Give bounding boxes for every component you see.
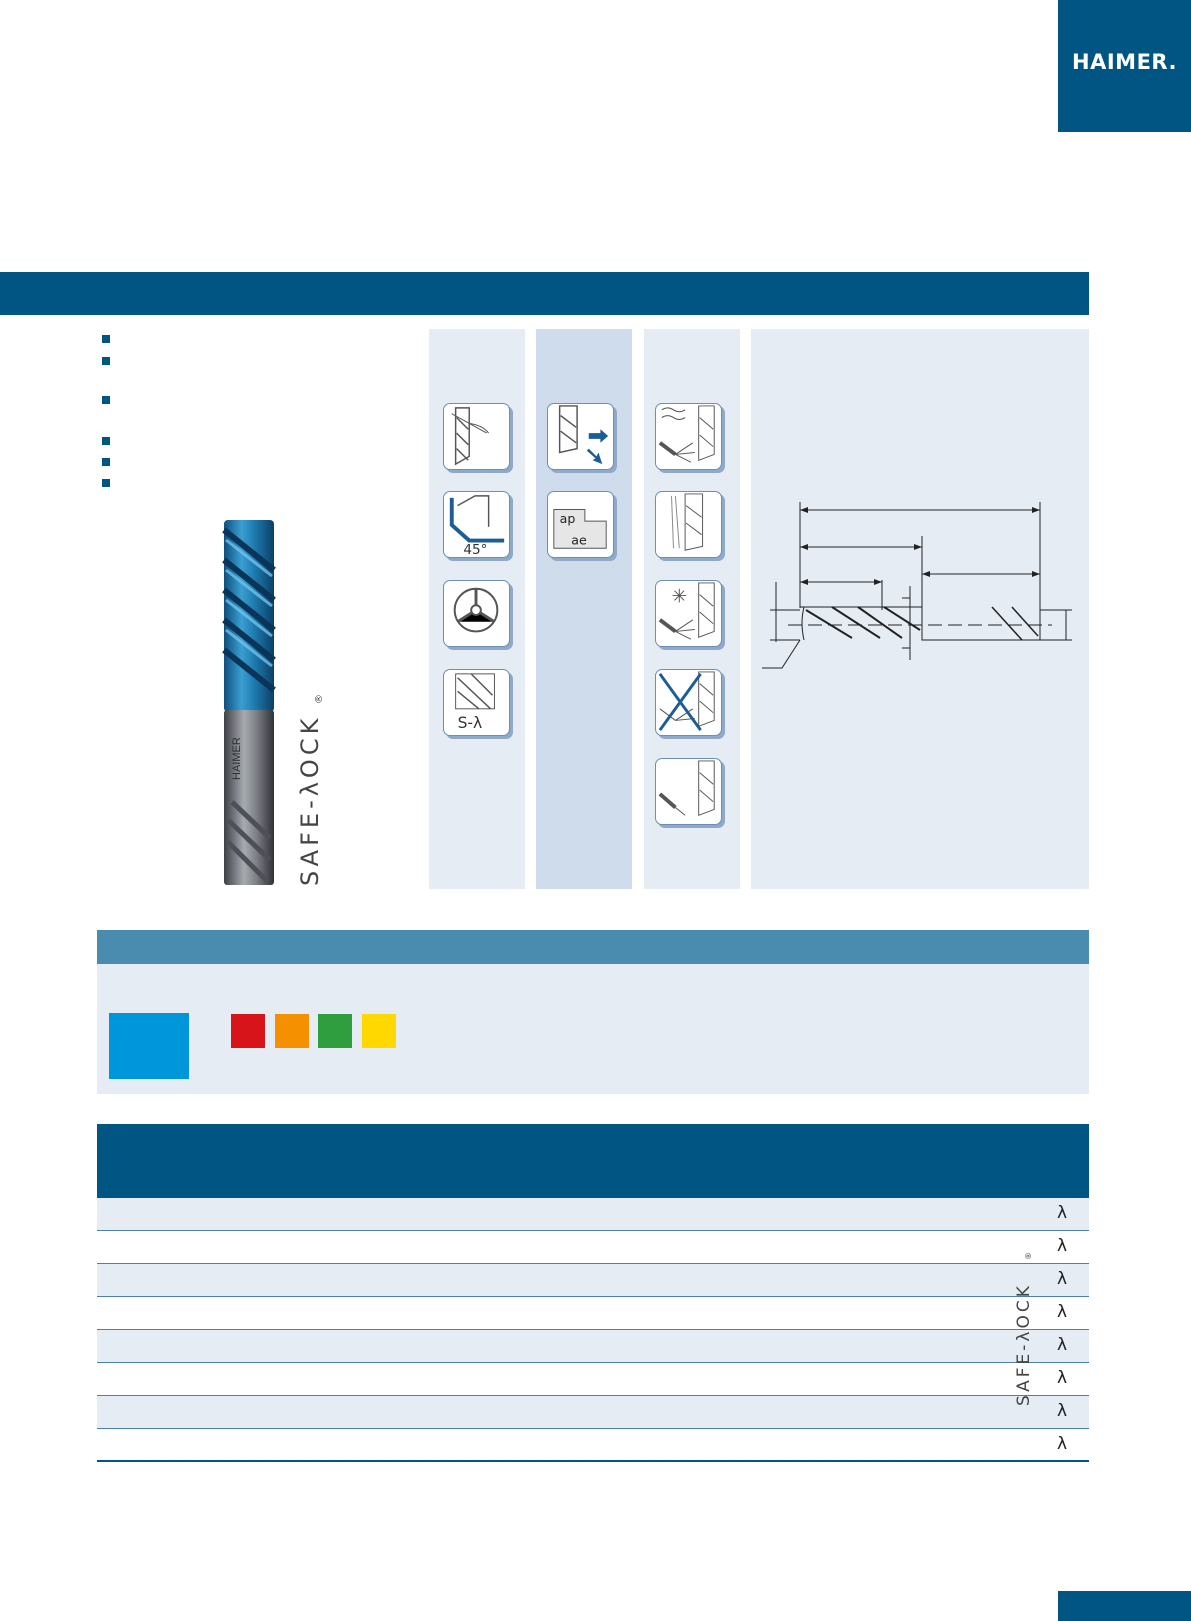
table-header (97, 1124, 1089, 1198)
safe-lock-vertical-logo (296, 690, 330, 890)
table-safe-lock-text: SAFE-λOCK (1014, 1283, 1034, 1406)
safe-lock-marker: λ (1056, 1269, 1067, 1289)
table-row (97, 1198, 1089, 1231)
registered-mark: ® (314, 694, 325, 704)
material-swatch-yellow (362, 1014, 396, 1048)
end-mill-product-image (210, 520, 290, 892)
coating-swatch (109, 1013, 189, 1079)
safe-lock-logo-text: SAFE-λOCK (296, 714, 324, 886)
bullet-marker (102, 458, 110, 466)
ae-label: ae (571, 532, 587, 548)
safe-lock-marker: λ (1056, 1236, 1067, 1256)
safe-lock-marker: λ (1056, 1302, 1067, 1322)
safe-lock-shank-icon (443, 669, 510, 736)
ap-label: ap (559, 511, 576, 527)
haimer-logo: HAIMER. (1072, 50, 1177, 74)
table-row (97, 1264, 1089, 1297)
material-swatch-orange (275, 1014, 309, 1048)
safe-lock-marker: λ (1056, 1203, 1067, 1223)
safe-lock-marker: λ (1056, 1335, 1067, 1355)
table-row (97, 1429, 1089, 1462)
material-swatch-green (318, 1014, 352, 1048)
table-row (97, 1396, 1089, 1429)
safe-lock-marker: λ (1056, 1401, 1067, 1421)
internal-coolant-icon (655, 758, 722, 825)
chamfer-label: 45° (463, 542, 488, 557)
chamfer-45-icon (443, 491, 510, 558)
shank-icon-label: S-λ (457, 714, 483, 733)
safe-lock-marker: λ (1056, 1434, 1067, 1454)
coolant-icon (655, 580, 722, 647)
bullet-marker (102, 479, 110, 487)
table-row (97, 1330, 1089, 1363)
dry-not-recommended-icon (655, 669, 722, 736)
safe-lock-marker: λ (1056, 1368, 1067, 1388)
material-swatch-red (231, 1014, 265, 1048)
table-safe-lock-logo (1005, 1250, 1039, 1410)
air-blast-icon (655, 403, 722, 470)
ap-ae-depth-icon (547, 491, 614, 558)
bullet-marker (102, 357, 110, 365)
shank-text: HAIMER (231, 737, 243, 780)
page-number-tab (1058, 1591, 1191, 1621)
bullet-marker (102, 335, 110, 343)
center-cutting-icon (443, 580, 510, 647)
milling-direction-icon (547, 403, 614, 470)
table-row (97, 1231, 1089, 1264)
bullet-marker (102, 396, 110, 404)
technical-drawing (762, 490, 1078, 690)
helix-angle-icon (443, 403, 510, 470)
title-band (0, 272, 1089, 315)
table-row (97, 1363, 1089, 1396)
bullet-marker (102, 437, 110, 445)
materials-header (97, 930, 1089, 964)
table-row (97, 1297, 1089, 1330)
table-registered-mark: ® (1024, 1252, 1033, 1260)
mql-icon (655, 491, 722, 558)
